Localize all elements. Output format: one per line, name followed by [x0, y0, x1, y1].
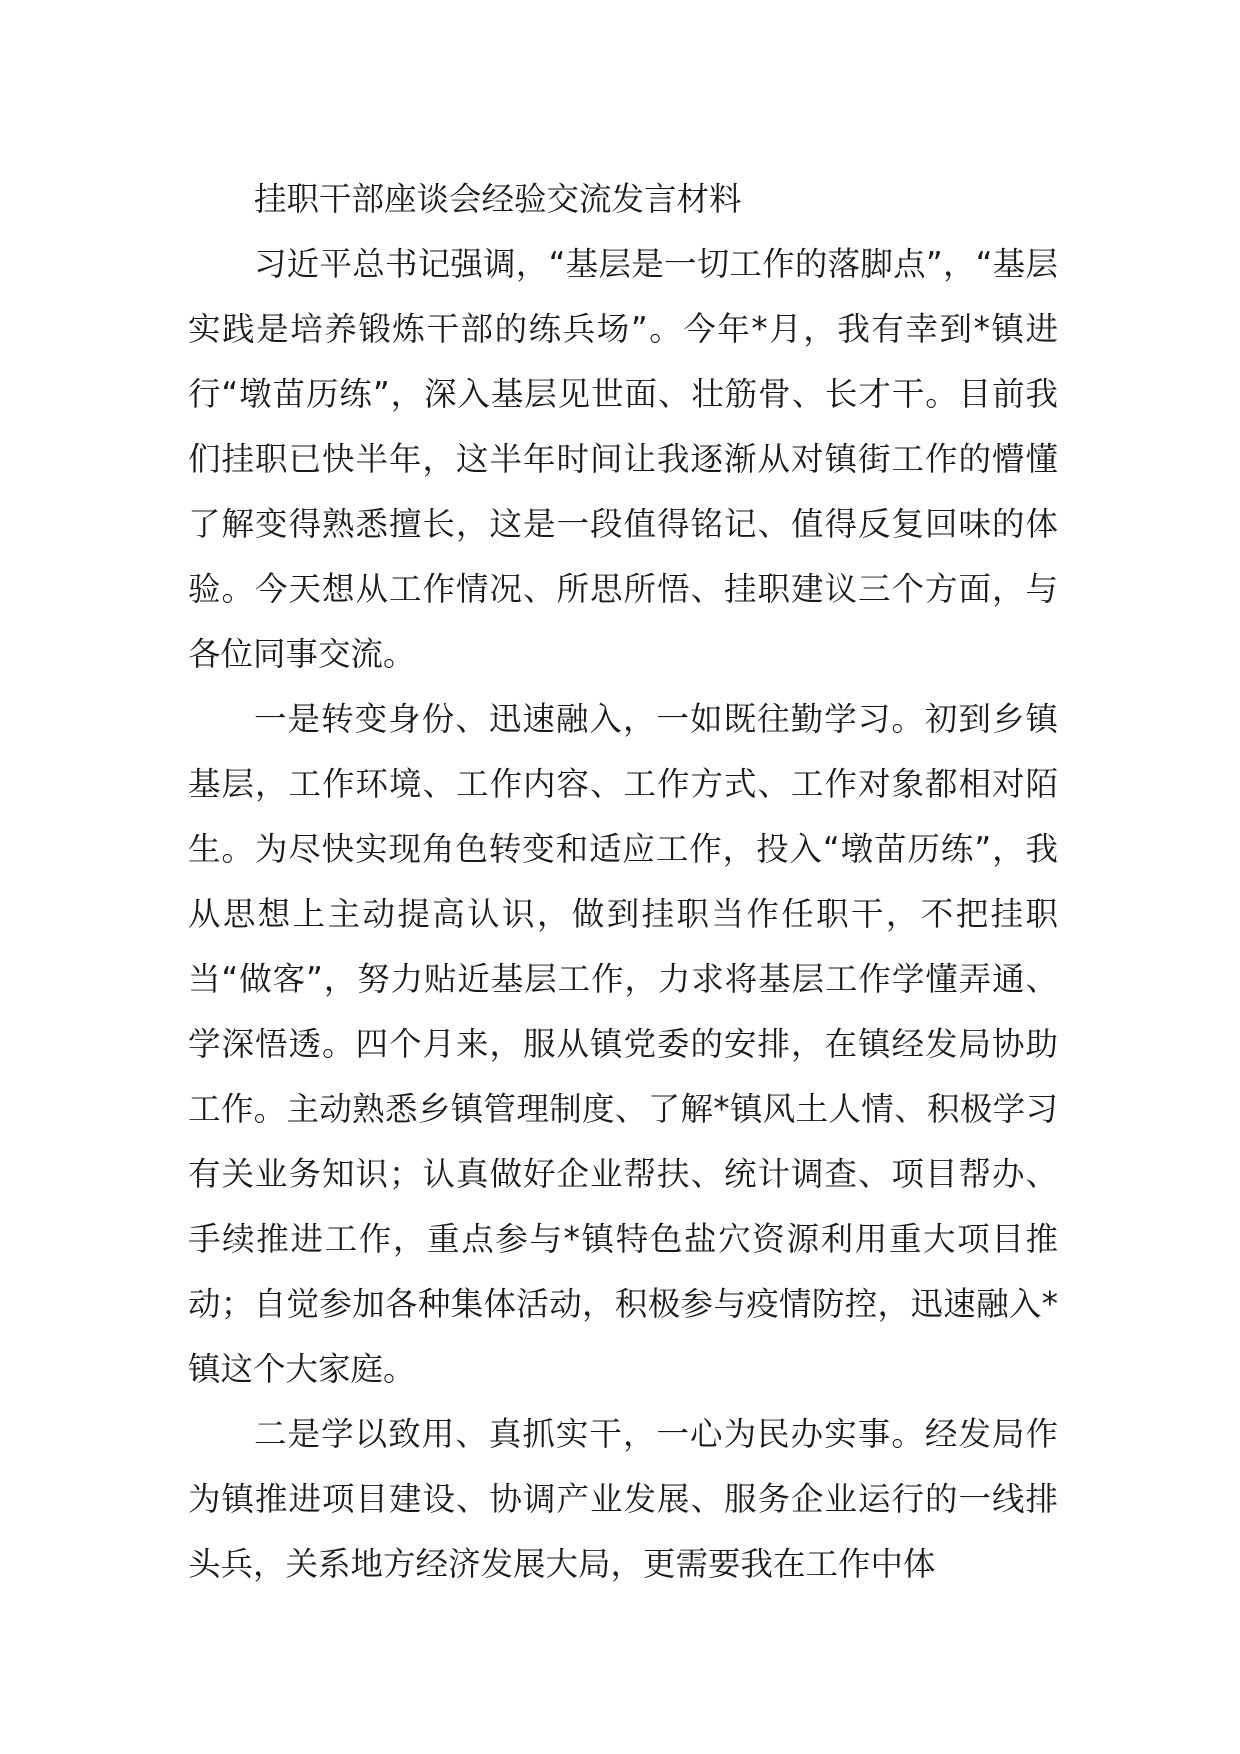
paragraph-point-one: 一是转变身份、迅速融入，一如既往勤学习。初到乡镇基层，工作环境、工作内容、工作方式、工作对象都相对陌生。为尽快实现角色转变和适应工作，投入“墩苗历练”，我从思想上主动提高认识，做到挂职当作任职干，不把挂职当“做客”，努力贴近基层工作，力求将基层工作学懂弄通、学深悟透。四个月来，服从镇党委的安排，在镇经发局协助工作。主动熟悉乡镇管理制度、了解*镇风土人情、积极学习有关业务知识；认真做好企业帮扶、统计调查、项目帮办、手续推进工作，重点参与*镇特色盐穴资源利用重大项目推动；自觉参加各种集体活动，积极参与疫情防控，迅速融入*镇这个大家庭。	[188, 700, 1058, 1388]
document-body	[188, 167, 1058, 1597]
paragraph-point-two: 二是学以致用、真抓实干，一心为民办实事。经发局作为镇推进项目建设、协调产业发展、服务企业运行的一线排头兵，关系地方经济发展大局，更需要我在工作中体	[188, 1415, 1058, 1583]
paragraph-intro: 习近平总书记强调，“基层是一切工作的落脚点”，“基层实践是培养锻炼干部的练兵场”。今年*月，我有幸到*镇进行“墩苗历练”，深入基层见世面、壮筋骨、长才干。目前我们挂职已快半年，这半年时间让我逐渐从对镇街工作的懵懂了解变得熟悉擅长，这是一段值得铭记、值得反复回味的体验。今天想从工作情况、所思所悟、挂职建议三个方面，与各位同事交流。	[188, 245, 1058, 673]
document-title: 挂职干部座谈会经验交流发言材料	[254, 180, 742, 218]
